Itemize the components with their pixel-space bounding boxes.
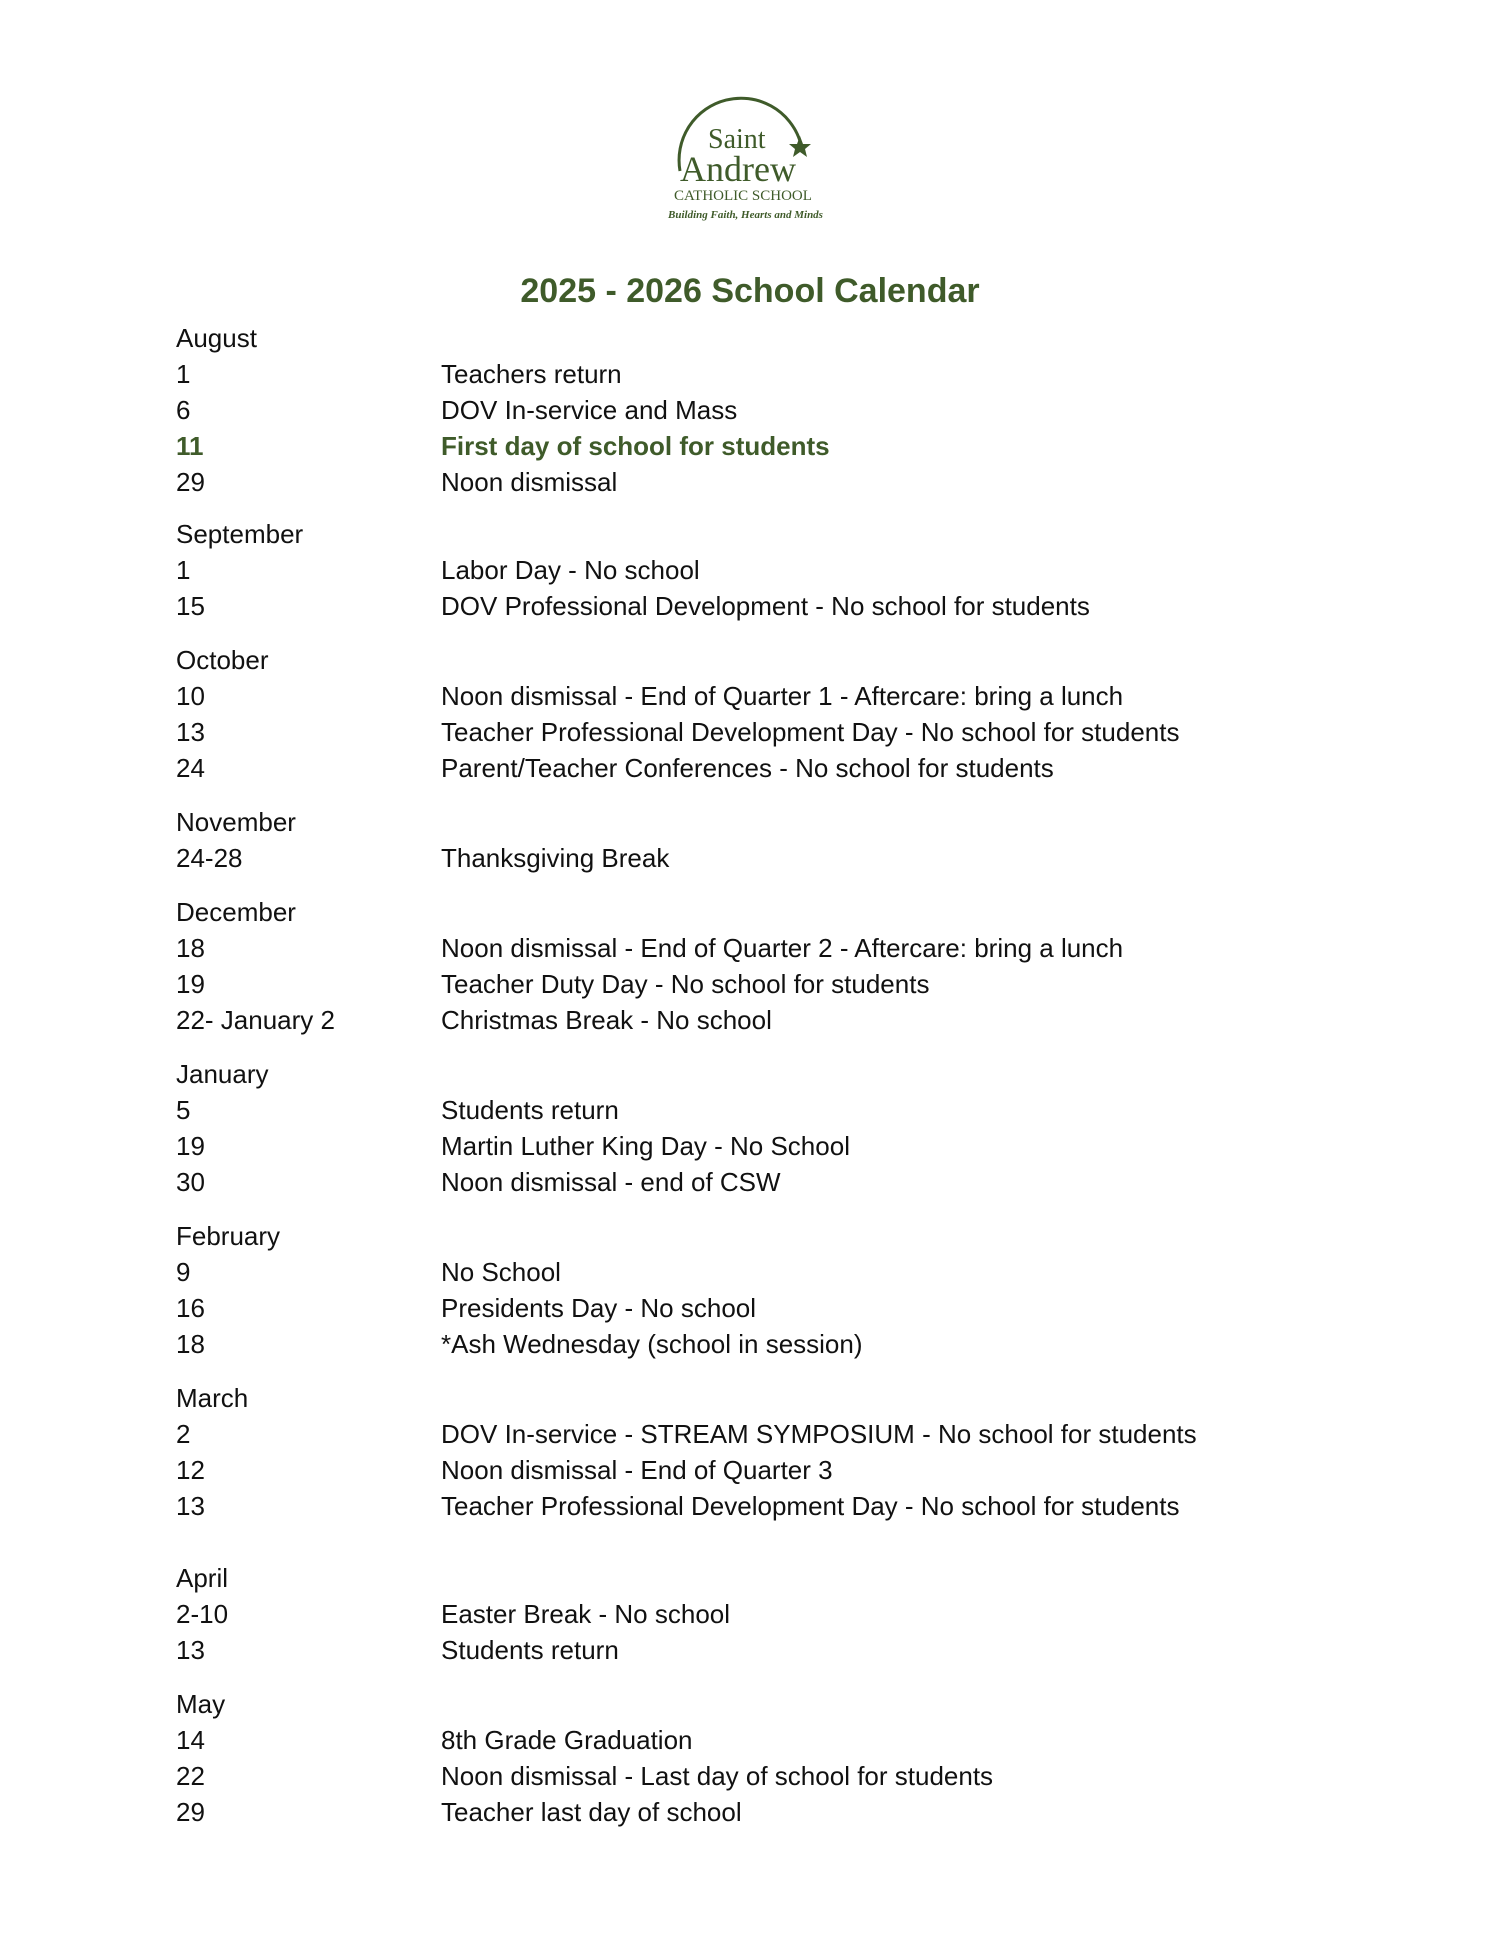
event-row [176,428,1376,464]
event-row [176,714,1376,750]
event-date: 13 [176,717,205,747]
event-row [176,750,1376,786]
event-description: Noon dismissal - End of Quarter 3 [441,1455,833,1485]
event-row [176,966,1376,1002]
month-section [176,516,1376,624]
event-row [176,1290,1376,1326]
event-description: Thanksgiving Break [441,843,670,873]
event-description: Students return [441,1635,619,1665]
event-description: Teacher last day of school [441,1797,742,1827]
month-section [176,1056,1376,1200]
logo-line3: CATHOLIC SCHOOL [674,188,812,204]
event-description: Christmas Break - No school [441,1005,772,1035]
event-date: 24-28 [176,843,243,873]
event-description: DOV Professional Development - No school for students [441,591,1090,621]
event-description: Labor Day - No school [441,555,700,585]
event-description: Noon dismissal - End of Quarter 1 - Aftercare: bring a lunch [441,681,1124,711]
month-heading: December [176,897,296,927]
event-row [176,588,1376,624]
event-row [176,1164,1376,1200]
month-section [176,642,1376,786]
event-date: 19 [176,1131,205,1161]
month-section [176,1560,1376,1668]
month-heading: February [176,1221,281,1251]
event-row [176,1092,1376,1128]
month-section [176,1686,1376,1830]
event-date: 14 [176,1725,205,1755]
event-row [176,1128,1376,1164]
event-date: 2-10 [176,1599,229,1629]
event-date: 18 [176,933,205,963]
event-date: 2 [176,1419,191,1449]
event-date: 5 [176,1095,191,1125]
event-description: Noon dismissal [441,467,618,497]
event-row [176,392,1376,428]
logo-tagline: Building Faith, Hearts and Minds [668,209,823,221]
month-heading: August [176,323,257,353]
event-date: 15 [176,591,205,621]
event-row [176,552,1376,588]
event-date: 1 [176,555,191,585]
event-description: Teacher Professional Development Day - No school for students [441,717,1180,747]
event-description: Presidents Day - No school [441,1293,757,1323]
event-date: 12 [176,1455,205,1485]
event-row [176,1452,1376,1488]
event-description: DOV In-service - STREAM SYMPOSIUM - No school for students [441,1419,1197,1449]
month-heading: November [176,807,296,837]
event-date: 11 [176,431,204,461]
month-heading: April [176,1563,229,1593]
event-date: 13 [176,1635,205,1665]
event-description: Noon dismissal - Last day of school for students [441,1761,994,1791]
event-description: No School [441,1257,561,1287]
event-date: 19 [176,969,205,999]
event-row [176,930,1376,966]
event-row [176,1758,1376,1794]
month-heading: October [176,645,269,675]
month-section [176,1218,1376,1362]
event-row [176,1488,1376,1524]
event-row [176,1416,1376,1452]
month-heading: September [176,519,304,549]
logo-line2: Andrew [680,149,796,189]
event-date: 22- January 2 [176,1005,335,1035]
event-date: 29 [176,1797,205,1827]
event-row [176,840,1376,876]
event-date: 22 [176,1761,205,1791]
event-date: 18 [176,1329,205,1359]
event-description: *Ash Wednesday (school in session) [441,1329,863,1359]
event-description: Easter Break - No school [441,1599,731,1629]
school-logo [660,96,850,226]
event-description: Teacher Professional Development Day - No school for students [441,1491,1180,1521]
event-row [176,1632,1376,1668]
event-date: 13 [176,1491,205,1521]
event-description: Noon dismissal - End of Quarter 2 - Aftercare: bring a lunch [441,933,1124,963]
event-row [176,356,1376,392]
event-date: 1 [176,359,191,389]
month-section [176,1380,1376,1524]
event-description: Teacher Duty Day - No school for students [441,969,930,999]
event-row [176,1722,1376,1758]
event-date: 16 [176,1293,205,1323]
month-section [176,894,1376,1038]
calendar-list [176,320,1376,1830]
event-row [176,1002,1376,1038]
page-title: 2025 - 2026 School Calendar [520,272,980,310]
event-description: First day of school for students [441,431,830,461]
event-description: Martin Luther King Day - No School [441,1131,850,1161]
event-row [176,678,1376,714]
event-date: 6 [176,395,191,425]
event-description: Students return [441,1095,619,1125]
event-description: 8th Grade Graduation [441,1725,693,1755]
month-heading: May [176,1689,226,1719]
event-date: 10 [176,681,205,711]
event-description: Parent/Teacher Conferences - No school for students [441,753,1054,783]
month-heading: March [176,1383,249,1413]
event-row [176,1596,1376,1632]
event-date: 24 [176,753,205,783]
event-row [176,1794,1376,1830]
month-section [176,804,1376,876]
event-date: 9 [176,1257,191,1287]
event-description: Noon dismissal - end of CSW [441,1167,781,1197]
month-heading: January [176,1059,269,1089]
month-section [176,320,1376,500]
event-row [176,1254,1376,1290]
logo-line1: Saint [708,124,766,155]
event-date: 30 [176,1167,205,1197]
event-description: Teachers return [441,359,622,389]
event-date: 29 [176,467,205,497]
event-row [176,1326,1376,1362]
event-row [176,464,1376,500]
event-description: DOV In-service and Mass [441,395,738,425]
